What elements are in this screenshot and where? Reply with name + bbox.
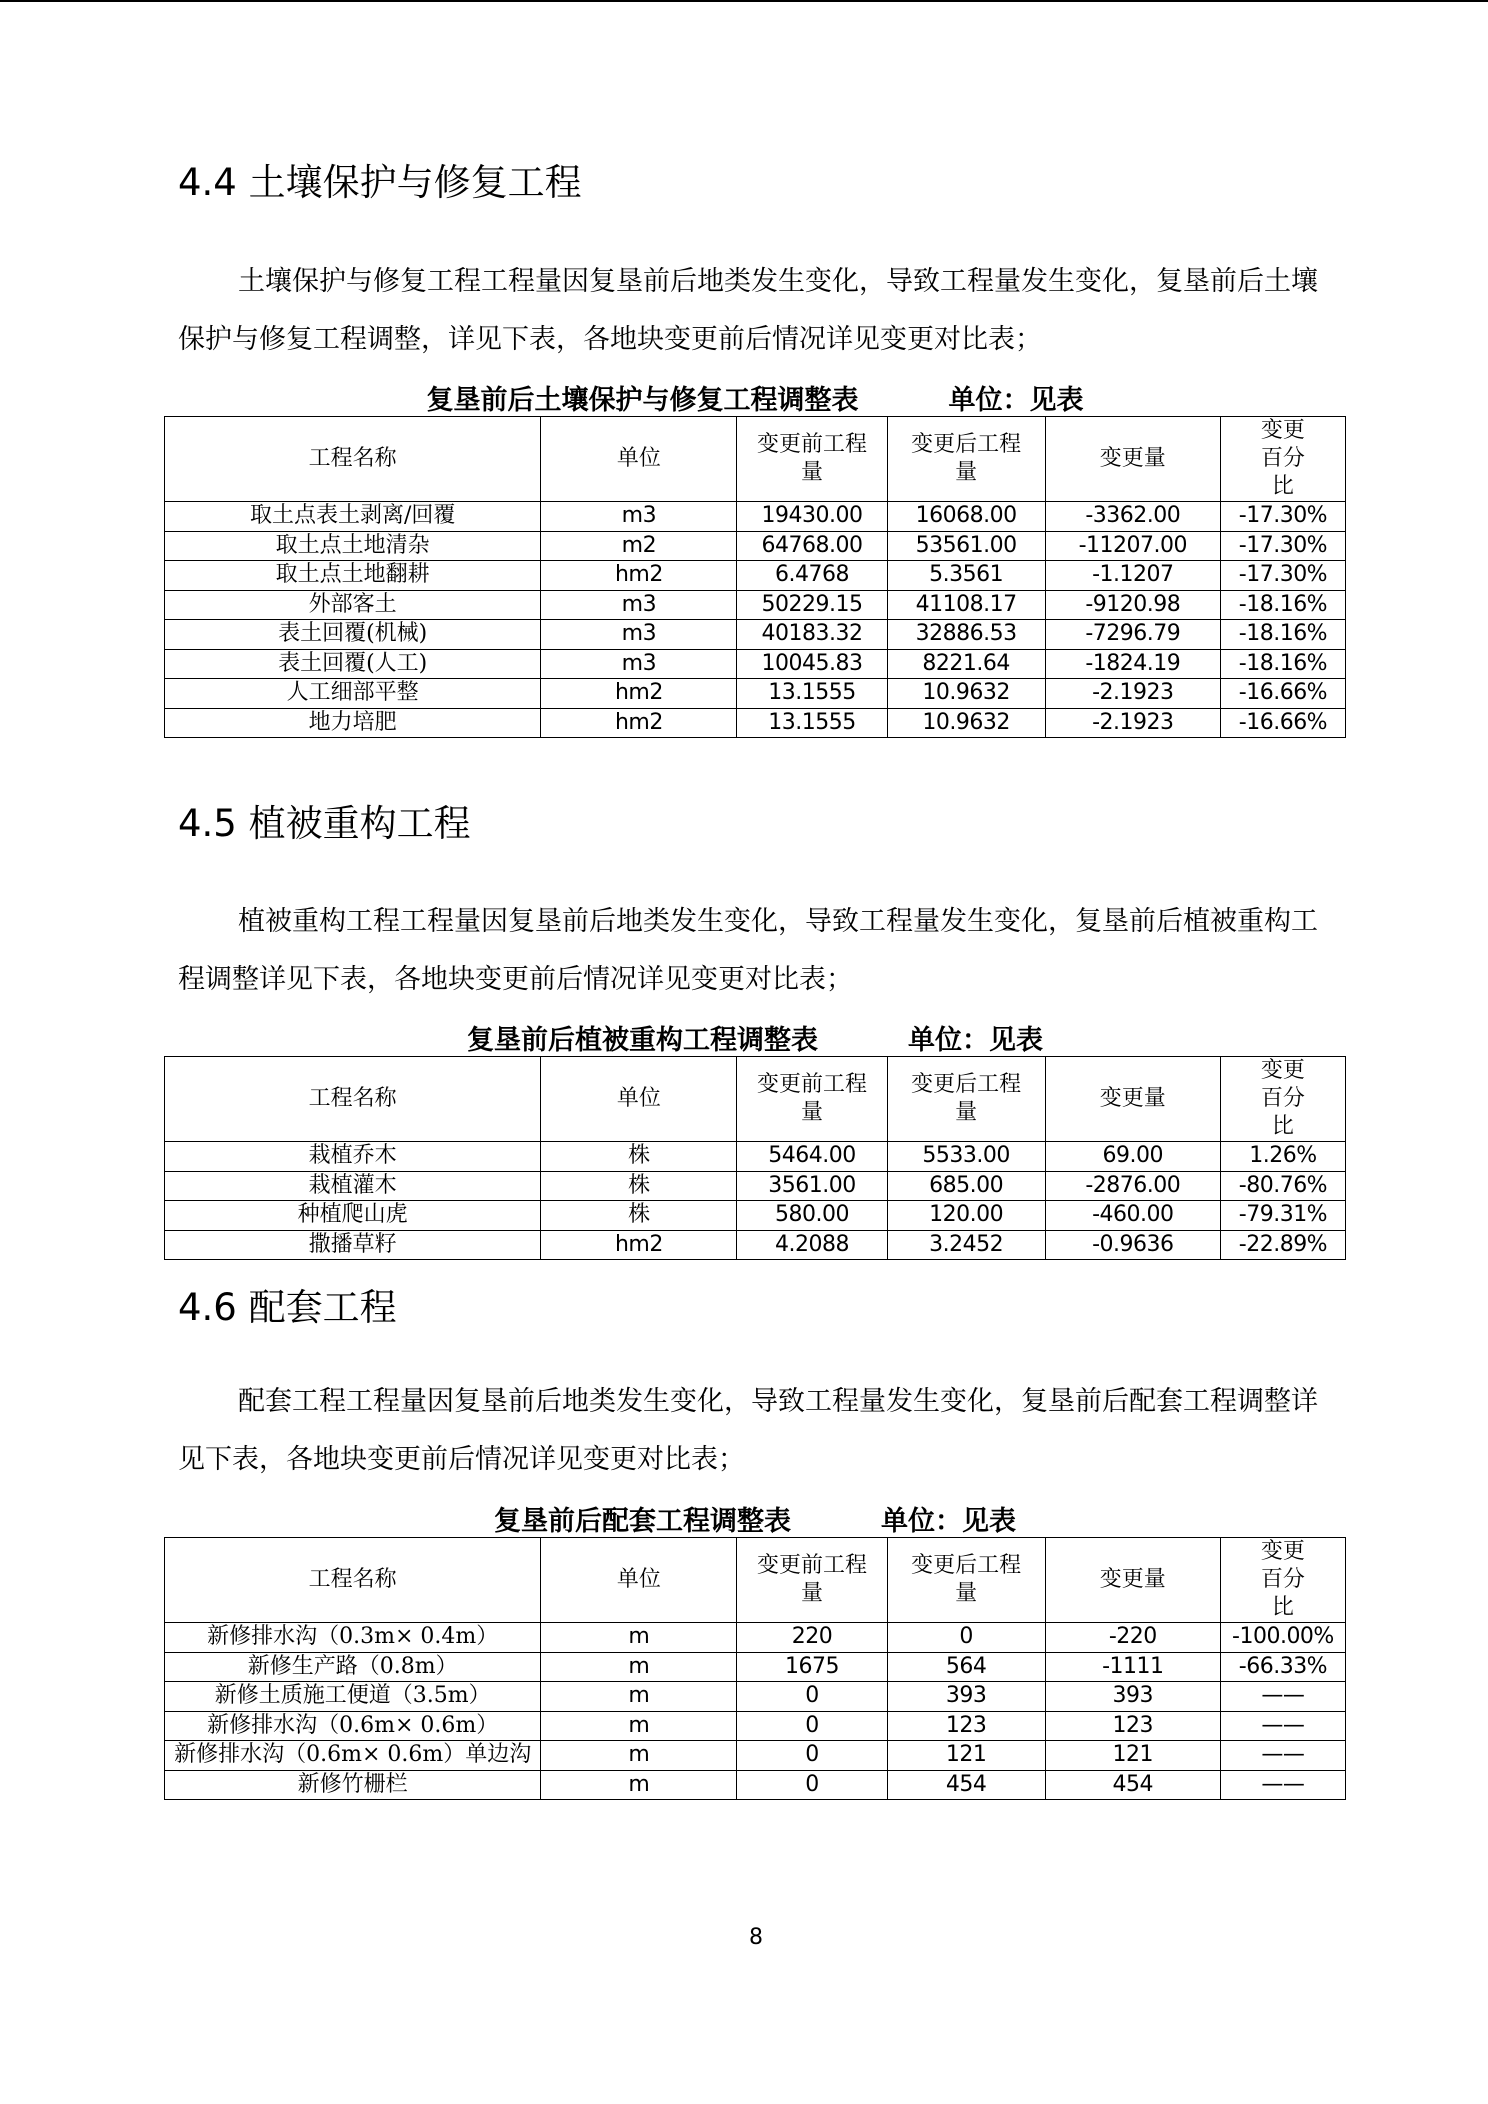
cell-unit: m3 bbox=[541, 620, 737, 650]
page-number: 8 bbox=[749, 1925, 763, 1950]
cell-project-name: 取土点土地翻耕 bbox=[165, 561, 541, 591]
cell-change-qty: 69.00 bbox=[1045, 1142, 1220, 1172]
column-header-after-qty: 变更后工程量 bbox=[887, 417, 1045, 502]
cell-after-qty: 5533.00 bbox=[887, 1142, 1045, 1172]
cell-change-qty: -9120.98 bbox=[1045, 590, 1220, 620]
cell-project-name: 新修排水沟（0.6m× 0.6m） bbox=[165, 1711, 541, 1741]
cell-project-name: 栽植灌木 bbox=[165, 1171, 541, 1201]
cell-before-qty: 3561.00 bbox=[737, 1171, 887, 1201]
table-row bbox=[165, 620, 1346, 650]
table-caption-vegetation bbox=[164, 1018, 1346, 1057]
cell-unit: m bbox=[541, 1623, 737, 1653]
cell-after-qty: 454 bbox=[887, 1770, 1045, 1800]
column-header-unit: 单位 bbox=[541, 1057, 737, 1142]
table-title: 复垦前后土壤保护与修复工程调整表 bbox=[426, 385, 859, 416]
section-heading-4-6: 4.6 配套工程 bbox=[178, 1286, 397, 1329]
table-title: 复垦前后植被重构工程调整表 bbox=[467, 1025, 818, 1056]
cell-change-pct: -22.89% bbox=[1220, 1230, 1345, 1260]
column-header-project-name: 工程名称 bbox=[165, 1538, 541, 1623]
cell-change-pct: -17.30% bbox=[1220, 531, 1345, 561]
cell-project-name: 新修土质施工便道（3.5m） bbox=[165, 1682, 541, 1712]
column-header-unit: 单位 bbox=[541, 1538, 737, 1623]
cell-unit: 株 bbox=[541, 1171, 737, 1201]
column-header-change-pct: 变更百分比 bbox=[1220, 417, 1345, 502]
cell-unit: m bbox=[541, 1652, 737, 1682]
cell-change-pct: -17.30% bbox=[1220, 502, 1345, 532]
cell-unit: m3 bbox=[541, 649, 737, 679]
cell-unit: m3 bbox=[541, 502, 737, 532]
column-header-after-qty: 变更后工程量 bbox=[887, 1057, 1045, 1142]
cell-after-qty: 393 bbox=[887, 1682, 1045, 1712]
cell-project-name: 地力培肥 bbox=[165, 708, 541, 738]
cell-unit: m bbox=[541, 1682, 737, 1712]
cell-change-qty: -3362.00 bbox=[1045, 502, 1220, 532]
cell-project-name: 表土回覆(机械) bbox=[165, 620, 541, 650]
table-caption-soil bbox=[164, 378, 1346, 417]
cell-change-qty: -0.9636 bbox=[1045, 1230, 1220, 1260]
column-header-change-qty: 变更量 bbox=[1045, 1538, 1220, 1623]
cell-project-name: 新修生产路（0.8m） bbox=[165, 1652, 541, 1682]
cell-change-qty: -2876.00 bbox=[1045, 1171, 1220, 1201]
cell-project-name: 撒播草籽 bbox=[165, 1230, 541, 1260]
cell-change-qty: -11207.00 bbox=[1045, 531, 1220, 561]
column-header-before-qty: 变更前工程量 bbox=[737, 1538, 887, 1623]
column-header-before-qty: 变更前工程量 bbox=[737, 417, 887, 502]
cell-after-qty: 685.00 bbox=[887, 1171, 1045, 1201]
column-header-unit: 单位 bbox=[541, 417, 737, 502]
cell-after-qty: 32886.53 bbox=[887, 620, 1045, 650]
cell-change-qty: -220 bbox=[1045, 1623, 1220, 1653]
section-heading-4-4: 4.4 土壤保护与修复工程 bbox=[178, 161, 582, 204]
cell-before-qty: 0 bbox=[737, 1711, 887, 1741]
table-row bbox=[165, 679, 1346, 709]
column-header-change-pct: 变更百分比 bbox=[1220, 1538, 1345, 1623]
cell-change-qty: -1111 bbox=[1045, 1652, 1220, 1682]
cell-before-qty: 10045.83 bbox=[737, 649, 887, 679]
column-header-change-qty: 变更量 bbox=[1045, 1057, 1220, 1142]
cell-after-qty: 16068.00 bbox=[887, 502, 1045, 532]
table-row bbox=[165, 1623, 1346, 1653]
cell-unit: m bbox=[541, 1741, 737, 1771]
cell-unit: m3 bbox=[541, 590, 737, 620]
table-row bbox=[165, 1652, 1346, 1682]
cell-change-pct: -100.00% bbox=[1220, 1623, 1345, 1653]
cell-unit: hm2 bbox=[541, 561, 737, 591]
cell-project-name: 外部客土 bbox=[165, 590, 541, 620]
table-row bbox=[165, 561, 1346, 591]
cell-project-name: 新修排水沟（0.6m× 0.6m）单边沟 bbox=[165, 1741, 541, 1771]
section-heading-4-5: 4.5 植被重构工程 bbox=[178, 802, 471, 845]
table-row bbox=[165, 1230, 1346, 1260]
cell-before-qty: 4.2088 bbox=[737, 1230, 887, 1260]
cell-unit: 株 bbox=[541, 1201, 737, 1231]
column-header-before-qty: 变更前工程量 bbox=[737, 1057, 887, 1142]
cell-change-qty: -2.1923 bbox=[1045, 708, 1220, 738]
section-paragraph-4-6: 配套工程工程量因复垦前后地类发生变化，导致工程量发生变化，复垦前后配套工程调整详见下表，各地块变更前后情况详见变更对比表； bbox=[178, 1386, 1318, 1475]
cell-change-qty: -1.1207 bbox=[1045, 561, 1220, 591]
table-unit-label: 单位：见表 bbox=[908, 1025, 1043, 1056]
cell-change-qty: 121 bbox=[1045, 1741, 1220, 1771]
cell-project-name: 新修排水沟（0.3m× 0.4m） bbox=[165, 1623, 541, 1653]
cell-change-qty: -7296.79 bbox=[1045, 620, 1220, 650]
cell-unit: hm2 bbox=[541, 1230, 737, 1260]
cell-project-name: 新修竹栅栏 bbox=[165, 1770, 541, 1800]
cell-before-qty: 6.4768 bbox=[737, 561, 887, 591]
cell-change-pct: -18.16% bbox=[1220, 620, 1345, 650]
cell-project-name: 种植爬山虎 bbox=[165, 1201, 541, 1231]
cell-before-qty: 64768.00 bbox=[737, 531, 887, 561]
column-header-change-pct: 变更百分比 bbox=[1220, 1057, 1345, 1142]
cell-unit: m2 bbox=[541, 531, 737, 561]
cell-after-qty: 8221.64 bbox=[887, 649, 1045, 679]
table-header-row bbox=[165, 1538, 1346, 1623]
table-row bbox=[165, 1142, 1346, 1172]
table-header-row bbox=[165, 417, 1346, 502]
soil-protection-table bbox=[164, 416, 1346, 738]
cell-change-pct: -18.16% bbox=[1220, 590, 1345, 620]
vegetation-table bbox=[164, 1056, 1346, 1260]
cell-change-pct: -18.16% bbox=[1220, 649, 1345, 679]
table-caption-supporting bbox=[164, 1499, 1346, 1538]
section-paragraph-4-4: 土壤保护与修复工程工程量因复垦前后地类发生变化，导致工程量发生变化，复垦前后土壤保护与修复工程调整，详见下表，各地块变更前后情况详见变更对比表； bbox=[178, 266, 1318, 355]
cell-project-name: 取土点土地清杂 bbox=[165, 531, 541, 561]
cell-before-qty: 19430.00 bbox=[737, 502, 887, 532]
cell-before-qty: 1675 bbox=[737, 1652, 887, 1682]
cell-after-qty: 5.3561 bbox=[887, 561, 1045, 591]
cell-change-qty: -1824.19 bbox=[1045, 649, 1220, 679]
table-unit-label: 单位：见表 bbox=[881, 1506, 1016, 1537]
cell-before-qty: 0 bbox=[737, 1741, 887, 1771]
cell-change-qty: 123 bbox=[1045, 1711, 1220, 1741]
table-row bbox=[165, 1171, 1346, 1201]
cell-before-qty: 0 bbox=[737, 1770, 887, 1800]
cell-after-qty: 53561.00 bbox=[887, 531, 1045, 561]
cell-change-pct: -79.31% bbox=[1220, 1201, 1345, 1231]
cell-after-qty: 0 bbox=[887, 1623, 1045, 1653]
cell-after-qty: 3.2452 bbox=[887, 1230, 1045, 1260]
cell-change-qty: -2.1923 bbox=[1045, 679, 1220, 709]
table-row bbox=[165, 708, 1346, 738]
cell-after-qty: 123 bbox=[887, 1711, 1045, 1741]
table-unit-label: 单位：见表 bbox=[948, 385, 1084, 416]
table-row bbox=[165, 502, 1346, 532]
cell-after-qty: 10.9632 bbox=[887, 708, 1045, 738]
cell-before-qty: 5464.00 bbox=[737, 1142, 887, 1172]
cell-change-pct: —— bbox=[1220, 1682, 1345, 1712]
cell-change-pct: 1.26% bbox=[1220, 1142, 1345, 1172]
cell-project-name: 栽植乔木 bbox=[165, 1142, 541, 1172]
cell-project-name: 人工细部平整 bbox=[165, 679, 541, 709]
cell-before-qty: 220 bbox=[737, 1623, 887, 1653]
cell-before-qty: 0 bbox=[737, 1682, 887, 1712]
cell-unit: hm2 bbox=[541, 679, 737, 709]
cell-before-qty: 580.00 bbox=[737, 1201, 887, 1231]
cell-change-pct: —— bbox=[1220, 1711, 1345, 1741]
table-header-row bbox=[165, 1057, 1346, 1142]
cell-project-name: 表土回覆(人工) bbox=[165, 649, 541, 679]
table-title: 复垦前后配套工程调整表 bbox=[494, 1506, 791, 1537]
table-row bbox=[165, 1741, 1346, 1771]
table-row bbox=[165, 1682, 1346, 1712]
cell-change-pct: —— bbox=[1220, 1741, 1345, 1771]
cell-unit: 株 bbox=[541, 1142, 737, 1172]
table-row bbox=[165, 1201, 1346, 1231]
table-row bbox=[165, 531, 1346, 561]
cell-before-qty: 40183.32 bbox=[737, 620, 887, 650]
cell-before-qty: 50229.15 bbox=[737, 590, 887, 620]
table-row bbox=[165, 649, 1346, 679]
cell-after-qty: 41108.17 bbox=[887, 590, 1045, 620]
column-header-project-name: 工程名称 bbox=[165, 1057, 541, 1142]
column-header-after-qty: 变更后工程量 bbox=[887, 1538, 1045, 1623]
cell-after-qty: 10.9632 bbox=[887, 679, 1045, 709]
cell-change-pct: —— bbox=[1220, 1770, 1345, 1800]
cell-change-qty: -460.00 bbox=[1045, 1201, 1220, 1231]
cell-project-name: 取土点表土剥离/回覆 bbox=[165, 502, 541, 532]
cell-unit: hm2 bbox=[541, 708, 737, 738]
page-top-border bbox=[0, 0, 1488, 2]
cell-unit: m bbox=[541, 1770, 737, 1800]
cell-change-pct: -16.66% bbox=[1220, 708, 1345, 738]
cell-before-qty: 13.1555 bbox=[737, 708, 887, 738]
cell-after-qty: 564 bbox=[887, 1652, 1045, 1682]
column-header-change-qty: 变更量 bbox=[1045, 417, 1220, 502]
cell-change-qty: 454 bbox=[1045, 1770, 1220, 1800]
cell-change-pct: -80.76% bbox=[1220, 1171, 1345, 1201]
cell-after-qty: 121 bbox=[887, 1741, 1045, 1771]
cell-change-pct: -66.33% bbox=[1220, 1652, 1345, 1682]
column-header-project-name: 工程名称 bbox=[165, 417, 541, 502]
cell-unit: m bbox=[541, 1711, 737, 1741]
table-row bbox=[165, 1711, 1346, 1741]
supporting-works-table bbox=[164, 1537, 1346, 1800]
cell-before-qty: 13.1555 bbox=[737, 679, 887, 709]
section-paragraph-4-5: 植被重构工程工程量因复垦前后地类发生变化，导致工程量发生变化，复垦前后植被重构工程调整详见下表，各地块变更前后情况详见变更对比表； bbox=[178, 906, 1318, 995]
cell-change-qty: 393 bbox=[1045, 1682, 1220, 1712]
cell-after-qty: 120.00 bbox=[887, 1201, 1045, 1231]
table-row bbox=[165, 1770, 1346, 1800]
table-row bbox=[165, 590, 1346, 620]
cell-change-pct: -16.66% bbox=[1220, 679, 1345, 709]
cell-change-pct: -17.30% bbox=[1220, 561, 1345, 591]
